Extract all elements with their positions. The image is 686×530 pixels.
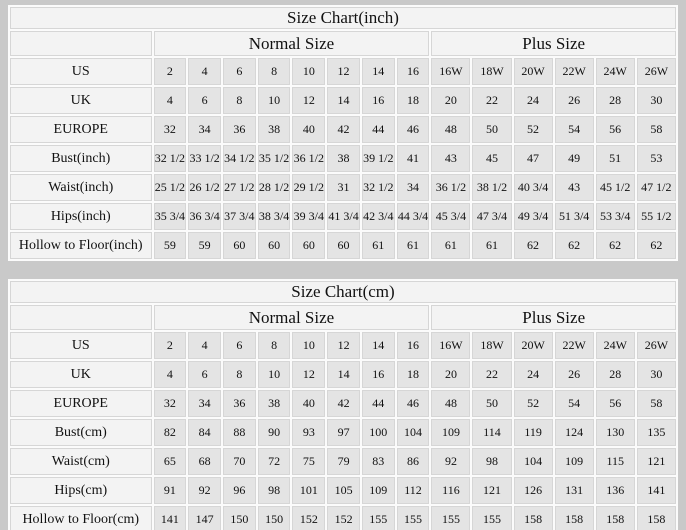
size-value-cell: 48 xyxy=(431,390,470,417)
size-value-cell: 109 xyxy=(362,477,395,504)
size-value-cell: 34 xyxy=(397,174,430,201)
size-value-cell: 124 xyxy=(555,419,594,446)
size-value-cell: 90 xyxy=(258,419,291,446)
size-value-cell: 16W xyxy=(431,332,470,359)
size-value-cell: 18 xyxy=(397,87,430,114)
size-value-cell: 53 3/4 xyxy=(596,203,635,230)
table-row xyxy=(10,87,676,114)
size-value-cell: 130 xyxy=(596,419,635,446)
row-label: Bust(cm) xyxy=(10,419,152,446)
size-value-cell: 92 xyxy=(188,477,221,504)
size-value-cell: 54 xyxy=(555,116,594,143)
size-value-cell: 98 xyxy=(258,477,291,504)
size-value-cell: 6 xyxy=(223,58,256,85)
size-value-cell: 42 3/4 xyxy=(362,203,395,230)
size-value-cell: 72 xyxy=(258,448,291,475)
row-label: Bust(inch) xyxy=(10,145,152,172)
size-value-cell: 105 xyxy=(327,477,360,504)
table-row xyxy=(10,506,676,530)
row-label: Waist(cm) xyxy=(10,448,152,475)
size-value-cell: 39 1/2 xyxy=(362,145,395,172)
size-value-cell: 43 xyxy=(431,145,470,172)
size-value-cell: 36 xyxy=(223,390,256,417)
size-value-cell: 24 xyxy=(514,361,553,388)
size-value-cell: 24W xyxy=(596,58,635,85)
size-value-cell: 45 xyxy=(472,145,511,172)
size-value-cell: 40 xyxy=(292,390,325,417)
size-value-cell: 52 xyxy=(514,116,553,143)
size-value-cell: 152 xyxy=(292,506,325,530)
size-value-cell: 12 xyxy=(327,332,360,359)
size-value-cell: 47 xyxy=(514,145,553,172)
size-value-cell: 104 xyxy=(514,448,553,475)
size-value-cell: 20 xyxy=(431,361,470,388)
size-value-cell: 22W xyxy=(555,58,594,85)
size-value-cell: 121 xyxy=(472,477,511,504)
size-value-cell: 8 xyxy=(258,332,291,359)
size-value-cell: 38 1/2 xyxy=(472,174,511,201)
size-value-cell: 158 xyxy=(555,506,594,530)
size-value-cell: 37 3/4 xyxy=(223,203,256,230)
size-value-cell: 38 xyxy=(327,145,360,172)
size-value-cell: 32 xyxy=(154,116,187,143)
size-value-cell: 98 xyxy=(472,448,511,475)
size-value-cell: 44 3/4 xyxy=(397,203,430,230)
size-value-cell: 18 xyxy=(397,361,430,388)
size-value-cell: 16 xyxy=(397,58,430,85)
size-value-cell: 43 xyxy=(555,174,594,201)
row-label: Hips(inch) xyxy=(10,203,152,230)
table-row xyxy=(10,390,676,417)
size-value-cell: 8 xyxy=(223,361,256,388)
size-value-cell: 60 xyxy=(223,232,256,259)
size-value-cell: 44 xyxy=(362,116,395,143)
size-value-cell: 4 xyxy=(188,58,221,85)
size-value-cell: 68 xyxy=(188,448,221,475)
size-value-cell: 33 1/2 xyxy=(188,145,221,172)
size-value-cell: 26W xyxy=(637,58,676,85)
table-row xyxy=(10,361,676,388)
size-value-cell: 119 xyxy=(514,419,553,446)
size-value-cell: 59 xyxy=(154,232,187,259)
size-value-cell: 14 xyxy=(362,58,395,85)
table-row xyxy=(10,116,676,143)
size-value-cell: 60 xyxy=(258,232,291,259)
size-value-cell: 31 xyxy=(327,174,360,201)
size-value-cell: 116 xyxy=(431,477,470,504)
size-value-cell: 12 xyxy=(292,361,325,388)
size-value-cell: 86 xyxy=(397,448,430,475)
size-value-cell: 32 1/2 xyxy=(154,145,187,172)
size-value-cell: 20W xyxy=(514,332,553,359)
size-value-cell: 50 xyxy=(472,116,511,143)
row-label: Hollow to Floor(inch) xyxy=(10,232,152,259)
table-row xyxy=(10,203,676,230)
size-value-cell: 16W xyxy=(431,58,470,85)
size-value-cell: 36 1/2 xyxy=(431,174,470,201)
size-value-cell: 56 xyxy=(596,116,635,143)
size-value-cell: 34 xyxy=(188,116,221,143)
size-value-cell: 46 xyxy=(397,390,430,417)
size-value-cell: 53 xyxy=(637,145,676,172)
group-header-row xyxy=(10,305,676,330)
size-value-cell: 8 xyxy=(223,87,256,114)
size-value-cell: 51 xyxy=(596,145,635,172)
size-value-cell: 131 xyxy=(555,477,594,504)
row-label: Hollow to Floor(cm) xyxy=(10,506,152,530)
size-value-cell: 158 xyxy=(596,506,635,530)
size-value-cell: 70 xyxy=(223,448,256,475)
size-value-cell: 14 xyxy=(362,332,395,359)
size-value-cell: 27 1/2 xyxy=(223,174,256,201)
size-value-cell: 112 xyxy=(397,477,430,504)
size-value-cell: 26 xyxy=(555,361,594,388)
size-value-cell: 16 xyxy=(362,87,395,114)
size-value-cell: 29 1/2 xyxy=(292,174,325,201)
size-value-cell: 158 xyxy=(637,506,676,530)
size-value-cell: 4 xyxy=(188,332,221,359)
size-value-cell: 28 xyxy=(596,87,635,114)
size-value-cell: 36 xyxy=(223,116,256,143)
size-value-cell: 40 xyxy=(292,116,325,143)
size-value-cell: 82 xyxy=(154,419,187,446)
size-value-cell: 46 xyxy=(397,116,430,143)
row-label: EUROPE xyxy=(10,390,152,417)
size-value-cell: 150 xyxy=(258,506,291,530)
table-title-row xyxy=(10,281,676,303)
size-value-cell: 36 3/4 xyxy=(188,203,221,230)
size-value-cell: 49 xyxy=(555,145,594,172)
size-value-cell: 39 3/4 xyxy=(292,203,325,230)
table-row xyxy=(10,174,676,201)
size-value-cell: 45 1/2 xyxy=(596,174,635,201)
row-label: EUROPE xyxy=(10,116,152,143)
size-value-cell: 104 xyxy=(397,419,430,446)
size-value-cell: 44 xyxy=(362,390,395,417)
size-value-cell: 141 xyxy=(154,506,187,530)
row-label: Waist(inch) xyxy=(10,174,152,201)
size-value-cell: 88 xyxy=(223,419,256,446)
size-value-cell: 6 xyxy=(188,361,221,388)
size-value-cell: 10 xyxy=(258,361,291,388)
size-value-cell: 10 xyxy=(292,58,325,85)
size-value-cell: 35 1/2 xyxy=(258,145,291,172)
table-title-row xyxy=(10,7,676,29)
size-value-cell: 30 xyxy=(637,87,676,114)
row-label: US xyxy=(10,58,152,85)
size-value-cell: 42 xyxy=(327,116,360,143)
size-value-cell: 109 xyxy=(431,419,470,446)
size-value-cell: 141 xyxy=(637,477,676,504)
size-value-cell: 155 xyxy=(431,506,470,530)
size-value-cell: 14 xyxy=(327,87,360,114)
size-value-cell: 62 xyxy=(596,232,635,259)
size-value-cell: 136 xyxy=(596,477,635,504)
plus-size-header: Plus Size xyxy=(431,305,676,330)
size-value-cell: 55 1/2 xyxy=(637,203,676,230)
size-value-cell: 34 xyxy=(188,390,221,417)
size-value-cell: 150 xyxy=(223,506,256,530)
size-value-cell: 24 xyxy=(514,87,553,114)
size-value-cell: 61 xyxy=(472,232,511,259)
size-value-cell: 114 xyxy=(472,419,511,446)
size-value-cell: 152 xyxy=(327,506,360,530)
size-value-cell: 6 xyxy=(223,332,256,359)
size-value-cell: 41 3/4 xyxy=(327,203,360,230)
size-value-cell: 97 xyxy=(327,419,360,446)
size-value-cell: 8 xyxy=(258,58,291,85)
size-value-cell: 147 xyxy=(188,506,221,530)
size-value-cell: 26 1/2 xyxy=(188,174,221,201)
table-row xyxy=(10,448,676,475)
row-label: UK xyxy=(10,87,152,114)
size-chart-cm-table xyxy=(8,279,678,530)
size-value-cell: 155 xyxy=(472,506,511,530)
row-label: Hips(cm) xyxy=(10,477,152,504)
blank-corner-cell xyxy=(10,31,152,56)
size-value-cell: 38 3/4 xyxy=(258,203,291,230)
size-value-cell: 32 1/2 xyxy=(362,174,395,201)
size-value-cell: 10 xyxy=(292,332,325,359)
size-value-cell: 30 xyxy=(637,361,676,388)
size-value-cell: 16 xyxy=(397,332,430,359)
size-value-cell: 36 1/2 xyxy=(292,145,325,172)
size-value-cell: 84 xyxy=(188,419,221,446)
size-value-cell: 32 xyxy=(154,390,187,417)
size-value-cell: 22W xyxy=(555,332,594,359)
table-row xyxy=(10,145,676,172)
size-value-cell: 109 xyxy=(555,448,594,475)
size-value-cell: 61 xyxy=(397,232,430,259)
table-row xyxy=(10,419,676,446)
size-value-cell: 96 xyxy=(223,477,256,504)
size-value-cell: 45 3/4 xyxy=(431,203,470,230)
size-value-cell: 93 xyxy=(292,419,325,446)
size-value-cell: 51 3/4 xyxy=(555,203,594,230)
size-value-cell: 48 xyxy=(431,116,470,143)
size-value-cell: 18W xyxy=(472,58,511,85)
size-value-cell: 62 xyxy=(514,232,553,259)
size-value-cell: 62 xyxy=(555,232,594,259)
size-value-cell: 58 xyxy=(637,116,676,143)
table-title: Size Chart(inch) xyxy=(10,7,676,29)
size-value-cell: 158 xyxy=(514,506,553,530)
size-value-cell: 60 xyxy=(327,232,360,259)
size-value-cell: 155 xyxy=(362,506,395,530)
size-value-cell: 28 1/2 xyxy=(258,174,291,201)
table-row xyxy=(10,332,676,359)
size-value-cell: 10 xyxy=(258,87,291,114)
size-value-cell: 60 xyxy=(292,232,325,259)
size-value-cell: 40 3/4 xyxy=(514,174,553,201)
size-value-cell: 115 xyxy=(596,448,635,475)
size-value-cell: 26W xyxy=(637,332,676,359)
size-value-cell: 4 xyxy=(154,87,187,114)
size-value-cell: 121 xyxy=(637,448,676,475)
size-value-cell: 42 xyxy=(327,390,360,417)
size-value-cell: 16 xyxy=(362,361,395,388)
size-value-cell: 126 xyxy=(514,477,553,504)
table-row xyxy=(10,477,676,504)
size-value-cell: 79 xyxy=(327,448,360,475)
size-value-cell: 47 3/4 xyxy=(472,203,511,230)
size-value-cell: 41 xyxy=(397,145,430,172)
size-value-cell: 62 xyxy=(637,232,676,259)
normal-size-header: Normal Size xyxy=(154,305,430,330)
size-value-cell: 83 xyxy=(362,448,395,475)
size-value-cell: 58 xyxy=(637,390,676,417)
row-label: UK xyxy=(10,361,152,388)
size-value-cell: 28 xyxy=(596,361,635,388)
size-value-cell: 61 xyxy=(431,232,470,259)
size-value-cell: 12 xyxy=(292,87,325,114)
size-value-cell: 38 xyxy=(258,116,291,143)
normal-size-header: Normal Size xyxy=(154,31,430,56)
size-value-cell: 20W xyxy=(514,58,553,85)
size-value-cell: 56 xyxy=(596,390,635,417)
size-value-cell: 91 xyxy=(154,477,187,504)
size-value-cell: 26 xyxy=(555,87,594,114)
blank-corner-cell xyxy=(10,305,152,330)
size-value-cell: 34 1/2 xyxy=(223,145,256,172)
size-value-cell: 49 3/4 xyxy=(514,203,553,230)
size-value-cell: 92 xyxy=(431,448,470,475)
size-value-cell: 75 xyxy=(292,448,325,475)
table-title: Size Chart(cm) xyxy=(10,281,676,303)
size-value-cell: 22 xyxy=(472,361,511,388)
size-value-cell: 50 xyxy=(472,390,511,417)
size-value-cell: 100 xyxy=(362,419,395,446)
table-row xyxy=(10,232,676,259)
size-value-cell: 61 xyxy=(362,232,395,259)
size-value-cell: 54 xyxy=(555,390,594,417)
size-value-cell: 135 xyxy=(637,419,676,446)
plus-size-header: Plus Size xyxy=(431,31,676,56)
size-value-cell: 22 xyxy=(472,87,511,114)
size-value-cell: 155 xyxy=(397,506,430,530)
size-value-cell: 14 xyxy=(327,361,360,388)
size-value-cell: 4 xyxy=(154,361,187,388)
size-value-cell: 12 xyxy=(327,58,360,85)
size-value-cell: 101 xyxy=(292,477,325,504)
size-value-cell: 59 xyxy=(188,232,221,259)
size-chart-inch-table xyxy=(8,5,678,261)
size-value-cell: 24W xyxy=(596,332,635,359)
table-row xyxy=(10,58,676,85)
row-label: US xyxy=(10,332,152,359)
size-value-cell: 35 3/4 xyxy=(154,203,187,230)
size-value-cell: 2 xyxy=(154,58,187,85)
size-value-cell: 18W xyxy=(472,332,511,359)
group-header-row xyxy=(10,31,676,56)
size-value-cell: 25 1/2 xyxy=(154,174,187,201)
size-value-cell: 47 1/2 xyxy=(637,174,676,201)
size-value-cell: 20 xyxy=(431,87,470,114)
size-value-cell: 2 xyxy=(154,332,187,359)
size-value-cell: 52 xyxy=(514,390,553,417)
size-value-cell: 6 xyxy=(188,87,221,114)
size-value-cell: 38 xyxy=(258,390,291,417)
size-value-cell: 65 xyxy=(154,448,187,475)
